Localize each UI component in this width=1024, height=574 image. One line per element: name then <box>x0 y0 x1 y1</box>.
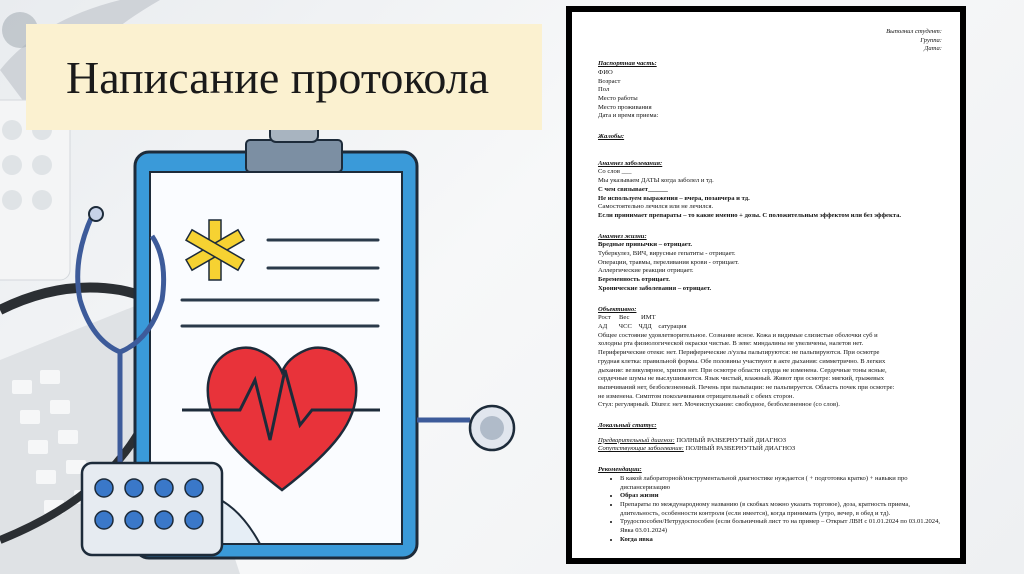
doc-header <box>598 28 942 54</box>
objective-row: АД ЧСС ЧДД сатурация <box>598 322 687 330</box>
recommendation-item: • В какой лабораторной/инструментальной диагностике нуждается ( + подготовка кратко) + навыки про диспансеризацию <box>620 475 942 492</box>
comorbidities-value: ПОЛНЫЙ РАЗВЕРНУТЫЙ ДИАГНОЗ <box>685 445 796 453</box>
passport-line: ФИО <box>598 68 613 76</box>
anamnesis-vitae-heading: Анамнез жизни: <box>598 232 647 240</box>
doc-header-date: Дата: <box>924 45 942 53</box>
anamnesis-morbi-heading: Анамнез заболевания: <box>598 159 663 167</box>
preliminary-diagnosis-label: Предварительный диагноз: <box>598 436 675 444</box>
comorbidities <box>598 445 942 454</box>
anamnesis-morbi-line: Мы указываем ДАТЫ когда заболел и тд. <box>598 177 714 185</box>
anamnesis-morbi-line: Не используем выражения – вчера, позавчера и тд. <box>598 194 750 202</box>
objective-line: сердечные шумы не выслушиваются. Язык чистый, влажный. Живот при осмотре: мягкий, грыжевых <box>598 375 885 383</box>
objective-line: Общее состояние удовлетворительное. Сознание ясное. Кожа и видимые слизистые оболочки суб и <box>598 331 878 339</box>
passport-line: Место работы <box>598 94 638 102</box>
protocol-document-frame <box>566 6 966 564</box>
passport-heading: Паспортная часть: <box>598 60 657 68</box>
local-status-heading: Локальный статус: <box>598 422 657 430</box>
objective-line: холодны рта физиологической окраски чистые. В зеве: миндалины не увеличены, налетов нет. <box>598 340 864 348</box>
protocol-document-page <box>572 12 960 558</box>
passport-line: Дата и время приема: <box>598 112 659 120</box>
doc-header-student: Выполнил студент: <box>886 28 942 35</box>
objective-line: Стул: регулярный. Diurез: нет. Мочеиспускание: свободное, безболезненное (со слов). <box>598 401 840 409</box>
anamnesis-vitae-line: Туберкулез, ВИЧ, вирусные гепатиты - отрицает. <box>598 250 736 258</box>
anamnesis-morbi-line: Самостоятельно лечился или не лечился. <box>598 203 714 211</box>
anamnesis-vitae-line: Операции, травмы, переливания крови - отрицает. <box>598 258 739 266</box>
objective-line: грудная клетка: правильной формы. Обе половины участвуют в акте дыхания: симметрично. В легких <box>598 357 886 365</box>
anamnesis-morbi-line: Если принимает препараты – то какие именно + дозы. С положительным эффектом или без эффекта. <box>598 211 902 219</box>
passport-line: Пол <box>598 86 610 94</box>
objective-line: не изменена. Симптом поколачивания отрицательный с обеих сторон. <box>598 392 795 400</box>
anamnesis-vitae-line: Хронические заболевания – отрицает. <box>598 284 712 292</box>
pill-blister-icon <box>82 463 222 555</box>
anamnesis-vitae-line: Беременность отрицает. <box>598 276 670 284</box>
title-box <box>26 24 542 130</box>
anamnesis-morbi-line: С чем связывает______ <box>598 185 668 193</box>
slide-title: Написание протокола <box>66 51 490 103</box>
anamnesis-morbi-line: Со слов ___ <box>598 168 632 176</box>
passport-line: Возраст <box>598 77 621 85</box>
recommendations-heading: Рекомендации: <box>598 466 642 474</box>
objective-line: выпячиваний нет, безболезненный. Печень при пальпации: не пальпируется. Область почек при осмотре: <box>598 383 895 391</box>
comorbidities-label: Сопутствующие заболевания: <box>598 445 684 453</box>
objective-heading: Объективно: <box>598 305 637 313</box>
anamnesis-vitae-line: Вредные привычки – отрицает. <box>598 241 693 249</box>
preliminary-diagnosis-value: ПОЛНЫЙ РАЗВЕРНУТЫЙ ДИАГНОЗ <box>676 436 787 444</box>
objective-row: Рост Вес ИМТ <box>598 314 656 322</box>
recommendation-item: • Трудоспособен/Нетрудоспособен (если больничный лист то на пример – Открыт ЛВН с 01.01.2024 по 03.01.2024, Явка 03.01.2024) <box>620 518 942 535</box>
objective-line: дыхание: везикулярное, хрипов нет. При осмотре области сердца не изменена. Сердечные тоны ясные, <box>598 366 887 374</box>
recommendation-item: • Препараты по международному названию (в скобках можно указать торговое), доза, кратность приема, длительность, особенности контроля (если имеется), когда принимать (утро, вечер, в обед и тд). <box>620 501 942 518</box>
recommendation-item: • Образ жизни <box>620 492 942 501</box>
doc-header-group: Группа: <box>920 36 942 44</box>
passport-line: Место проживания <box>598 103 652 111</box>
objective-line: Периферические отеки: нет. Периферические л/узлы пальпируются: не пальпируются. При осмотре <box>598 349 880 357</box>
complaints-heading: Жалобы: <box>598 133 625 141</box>
recommendations-list <box>598 475 942 545</box>
recommendation-item: • Когда явка <box>620 536 942 545</box>
anamnesis-vitae-line: Аллергические реакции отрицает. <box>598 267 694 275</box>
